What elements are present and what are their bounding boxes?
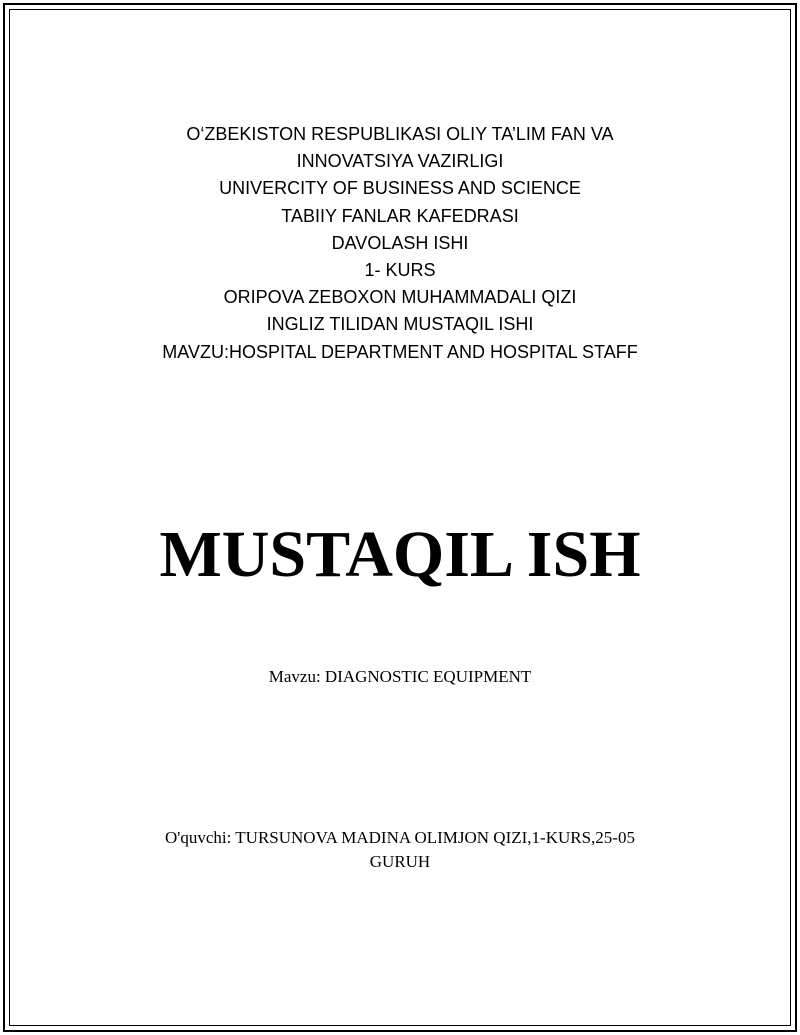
topic-line: Mavzu: DIAGNOSTIC EQUIPMENT	[268, 667, 532, 686]
header-line-university: UNIVERCITY OF BUSINESS AND SCIENCE	[219, 178, 581, 199]
header-line-faculty: DAVOLASH ISHI	[331, 232, 469, 253]
student-line-2: GURUH	[369, 852, 431, 871]
institution-header	[40, 121, 760, 366]
document-title: MUSTAQIL ISH	[159, 518, 641, 591]
header-line-course: 1- KURS	[364, 260, 436, 281]
header-line-department: TABIIY FANLAR KAFEDRASI	[281, 205, 519, 226]
header-line-work-type: INGLIZ TILIDAN MUSTAQIL ISHI	[266, 314, 534, 335]
header-line-ministry-2: INNOVATSIYA VAZIRLIGI	[296, 151, 504, 172]
header-line-subject: MAVZU:HOSPITAL DEPARTMENT AND HOSPITAL STAFF	[162, 341, 638, 362]
header-line-ministry-1: O‘ZBEKISTON RESPUBLIKASI OLIY TA’LIM FAN VA	[186, 124, 614, 144]
student-info	[40, 826, 760, 874]
header-line-author: ORIPOVA ZEBOXON MUHAMMADALI QIZI	[223, 287, 577, 308]
student-line-1: O'quvchi: TURSUNOVA MADINA OLIMJON QIZI,1-KURS,25-05	[165, 828, 635, 847]
